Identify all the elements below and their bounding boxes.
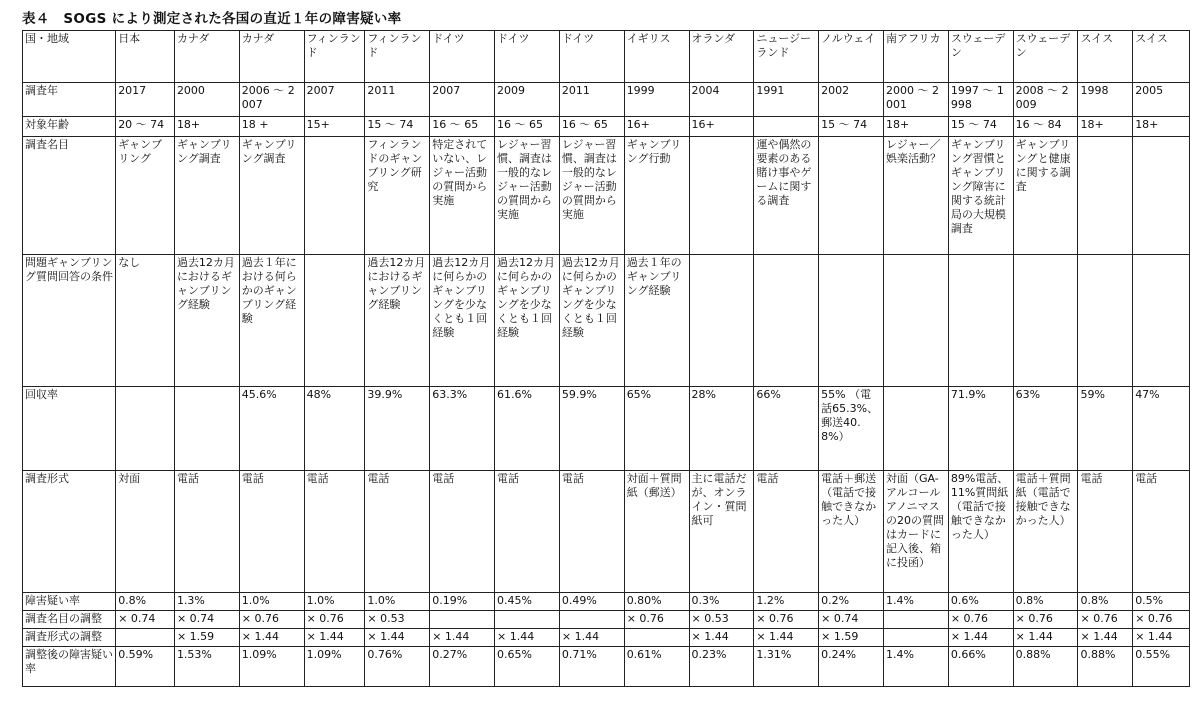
table-cell: 0.8% bbox=[1013, 593, 1078, 611]
table-cell bbox=[884, 387, 949, 471]
table-cell: 1997 ～ 1998 bbox=[948, 83, 1013, 117]
table-cell: 電話 bbox=[174, 471, 239, 593]
table-cell: 1.4% bbox=[884, 593, 949, 611]
table-cell: × 1.59 bbox=[819, 629, 884, 647]
table-cell bbox=[1013, 255, 1078, 387]
table-cell: 15 ～ 74 bbox=[365, 117, 430, 137]
table-cell: 1.0% bbox=[304, 593, 365, 611]
table-cell: レジャー習慣、調査は一般的なレジャー活動の質問から実施 bbox=[495, 137, 560, 255]
row-label: 対象年齢 bbox=[23, 117, 116, 137]
table-cell bbox=[304, 137, 365, 255]
table-cell: 電話 bbox=[430, 471, 495, 593]
table-cell bbox=[884, 255, 949, 387]
table-cell: 89%電話、11%質問紙（電話で接触できなかった人） bbox=[948, 471, 1013, 593]
table-cell: フィンランド bbox=[304, 31, 365, 83]
row-label: 問題ギャンブリング質問回答の条件 bbox=[23, 255, 116, 387]
table-cell: × 0.76 bbox=[1133, 611, 1190, 629]
table-cell: 15 ～ 74 bbox=[948, 117, 1013, 137]
table-cell: ギャンブリング習慣とギャンブリング障害に関する統計局の大規模調査 bbox=[948, 137, 1013, 255]
table-cell: 0.6% bbox=[948, 593, 1013, 611]
table-cell: 特定されていない、レジャー活動の質問から実施 bbox=[430, 137, 495, 255]
table-cell bbox=[1133, 137, 1190, 255]
table-cell: 0.8% bbox=[116, 593, 175, 611]
table-cell: オランダ bbox=[689, 31, 754, 83]
table-cell: 0.71% bbox=[559, 647, 624, 687]
table-cell: 過去１年における何らかのギャンブリング経験 bbox=[239, 255, 304, 387]
table-cell bbox=[559, 611, 624, 629]
row-question-condition bbox=[23, 255, 1190, 387]
table-cell: 16 ～ 65 bbox=[495, 117, 560, 137]
table-cell: スウェーデン bbox=[948, 31, 1013, 83]
table-cell: 16+ bbox=[624, 117, 689, 137]
row-survey-purpose bbox=[23, 137, 1190, 255]
table-cell: 2000 bbox=[174, 83, 239, 117]
table-cell: 61.6% bbox=[495, 387, 560, 471]
table-cell: フィンランド bbox=[365, 31, 430, 83]
table-cell: 48% bbox=[304, 387, 365, 471]
table-cell: 16 ～ 65 bbox=[430, 117, 495, 137]
table-cell: × 1.44 bbox=[430, 629, 495, 647]
table-cell: 0.5% bbox=[1133, 593, 1190, 611]
table-cell: 16 ～ 84 bbox=[1013, 117, 1078, 137]
table-cell: カナダ bbox=[239, 31, 304, 83]
table-cell: 電話 bbox=[1133, 471, 1190, 593]
table-cell: × 0.74 bbox=[819, 611, 884, 629]
table-cell: × 1.44 bbox=[689, 629, 754, 647]
table-cell: 2005 bbox=[1133, 83, 1190, 117]
table-cell: 18 + bbox=[239, 117, 304, 137]
table-cell: 18+ bbox=[884, 117, 949, 137]
table-cell: 0.66% bbox=[948, 647, 1013, 687]
table-cell: 電話 bbox=[559, 471, 624, 593]
table-cell: 0.3% bbox=[689, 593, 754, 611]
table-cell: 63.3% bbox=[430, 387, 495, 471]
table-cell: 1.3% bbox=[174, 593, 239, 611]
table-cell: 71.9% bbox=[948, 387, 1013, 471]
table-cell: フィンランドのギャンブリング研究 bbox=[365, 137, 430, 255]
table-cell: レジャー習慣、調査は一般的なレジャー活動の質問から実施 bbox=[559, 137, 624, 255]
table-cell: ギャンブリング調査 bbox=[239, 137, 304, 255]
table-cell: 0.24% bbox=[819, 647, 884, 687]
table-cell: ギャンブリング行動 bbox=[624, 137, 689, 255]
table-cell: なし bbox=[116, 255, 175, 387]
table-cell: × 1.44 bbox=[754, 629, 819, 647]
table-cell: × 0.53 bbox=[365, 611, 430, 629]
table-cell: 15 ～ 74 bbox=[819, 117, 884, 137]
table-cell: 0.61% bbox=[624, 647, 689, 687]
table-cell: 0.27% bbox=[430, 647, 495, 687]
row-label: 調査名目の調整 bbox=[23, 611, 116, 629]
table-cell: 電話 bbox=[365, 471, 430, 593]
table-cell: 1.0% bbox=[365, 593, 430, 611]
table-cell: × 0.53 bbox=[689, 611, 754, 629]
table-cell: × 1.44 bbox=[1013, 629, 1078, 647]
table-cell: 18+ bbox=[1133, 117, 1190, 137]
table-cell: 過去１年のギャンブリング経験 bbox=[624, 255, 689, 387]
table-cell: 0.19% bbox=[430, 593, 495, 611]
table-cell: 対面＋質問紙（郵送） bbox=[624, 471, 689, 593]
table-cell: × 0.76 bbox=[1078, 611, 1133, 629]
table-cell: 0.49% bbox=[559, 593, 624, 611]
table-cell: スウェーデン bbox=[1013, 31, 1078, 83]
table-cell: × 1.44 bbox=[1078, 629, 1133, 647]
table-cell bbox=[689, 137, 754, 255]
row-prevalence-rate bbox=[23, 593, 1190, 611]
table-cell: 1.09% bbox=[304, 647, 365, 687]
table-cell: 対面（GA-アルコールアノニマスの20の質問はカードに記入後、箱に投函） bbox=[884, 471, 949, 593]
table-cell: 15+ bbox=[304, 117, 365, 137]
row-label: 障害疑い率 bbox=[23, 593, 116, 611]
table-cell: カナダ bbox=[174, 31, 239, 83]
table-cell: 65% bbox=[624, 387, 689, 471]
table-cell: × 1.44 bbox=[559, 629, 624, 647]
table-cell: 過去12カ月に何らかのギャンブリングを少なくとも１回経験 bbox=[559, 255, 624, 387]
table-cell: 59.9% bbox=[559, 387, 624, 471]
table-cell: 電話＋郵送（電話で接触できなかった人） bbox=[819, 471, 884, 593]
table-cell: 電話 bbox=[754, 471, 819, 593]
table-cell bbox=[948, 255, 1013, 387]
table-cell: 電話 bbox=[495, 471, 560, 593]
table-cell: × 0.76 bbox=[239, 611, 304, 629]
row-adjusted-prevalence-rate bbox=[23, 647, 1190, 687]
table-cell: 2008 ～ 2009 bbox=[1013, 83, 1078, 117]
table-cell: ギャンブリング bbox=[116, 137, 175, 255]
table-cell bbox=[624, 629, 689, 647]
table-cell: ニュージーランド bbox=[754, 31, 819, 83]
table-cell bbox=[884, 629, 949, 647]
table-cell: 47% bbox=[1133, 387, 1190, 471]
table-cell: × 0.76 bbox=[304, 611, 365, 629]
table-cell: 2009 bbox=[495, 83, 560, 117]
table-cell: 電話 bbox=[304, 471, 365, 593]
table-cell: 運や偶然の要素のある賭け事やゲームに関する調査 bbox=[754, 137, 819, 255]
table-cell: 55% （電話65.3%、郵送40.8%） bbox=[819, 387, 884, 471]
table-cell: 0.65% bbox=[495, 647, 560, 687]
table-cell: 南アフリカ bbox=[884, 31, 949, 83]
table-cell: 2017 bbox=[116, 83, 175, 117]
table-cell bbox=[116, 629, 175, 647]
row-label: 調整後の障害疑い率 bbox=[23, 647, 116, 687]
table-cell: 過去12カ月に何らかのギャンブリングを少なくとも１回経験 bbox=[495, 255, 560, 387]
table-cell: 2011 bbox=[559, 83, 624, 117]
row-survey-year bbox=[23, 83, 1190, 117]
table-cell bbox=[754, 255, 819, 387]
table-cell bbox=[1078, 137, 1133, 255]
table-cell: 0.59% bbox=[116, 647, 175, 687]
table-cell: × 0.76 bbox=[1013, 611, 1078, 629]
table-cell: × 1.44 bbox=[304, 629, 365, 647]
table-cell: 2007 bbox=[304, 83, 365, 117]
table-cell: 0.76% bbox=[365, 647, 430, 687]
table-cell: 16+ bbox=[689, 117, 754, 137]
table-cell: ドイツ bbox=[430, 31, 495, 83]
table-cell: 日本 bbox=[116, 31, 175, 83]
table-cell: 過去12カ月に何らかのギャンブリングを少なくとも１回経験 bbox=[430, 255, 495, 387]
table-title: 表４ SOGS により測定された各国の直近１年の障害疑い率 bbox=[22, 11, 402, 27]
table-cell: 過去12カ月におけるギャンブリング経験 bbox=[365, 255, 430, 387]
row-country bbox=[23, 31, 1190, 83]
table-cell bbox=[1078, 255, 1133, 387]
row-label: 調査名目 bbox=[23, 137, 116, 255]
table-cell: 2007 bbox=[430, 83, 495, 117]
table-cell: 0.8% bbox=[1078, 593, 1133, 611]
table-cell: 主に電話だが、オンライン・質問紙可 bbox=[689, 471, 754, 593]
prevalence-table bbox=[22, 30, 1190, 687]
table-cell: 1.2% bbox=[754, 593, 819, 611]
table-cell: 1.09% bbox=[239, 647, 304, 687]
table-cell: 0.2% bbox=[819, 593, 884, 611]
table-cell: × 1.59 bbox=[174, 629, 239, 647]
table-cell bbox=[495, 611, 560, 629]
table-cell: 0.88% bbox=[1078, 647, 1133, 687]
table-cell: 18+ bbox=[174, 117, 239, 137]
table-cell: 1.0% bbox=[239, 593, 304, 611]
table-cell: × 0.74 bbox=[174, 611, 239, 629]
table-cell: 16 ～ 65 bbox=[559, 117, 624, 137]
table-cell bbox=[430, 611, 495, 629]
table-cell: 1.4% bbox=[884, 647, 949, 687]
table-cell: イギリス bbox=[624, 31, 689, 83]
table-cell: 66% bbox=[754, 387, 819, 471]
table-cell bbox=[304, 255, 365, 387]
table-cell: 45.6% bbox=[239, 387, 304, 471]
table-cell: × 1.44 bbox=[365, 629, 430, 647]
table-cell: 2000 ～ 2001 bbox=[884, 83, 949, 117]
table-cell bbox=[689, 255, 754, 387]
table-cell: 20 ～ 74 bbox=[116, 117, 175, 137]
table-cell: × 0.74 bbox=[116, 611, 175, 629]
table-cell: 63% bbox=[1013, 387, 1078, 471]
table-cell bbox=[1133, 255, 1190, 387]
table-cell: × 1.44 bbox=[948, 629, 1013, 647]
table-cell bbox=[116, 387, 175, 471]
table-cell: 対面 bbox=[116, 471, 175, 593]
table-cell: 1.31% bbox=[754, 647, 819, 687]
table-cell: 0.23% bbox=[689, 647, 754, 687]
table-cell bbox=[754, 117, 819, 137]
table-cell: 28% bbox=[689, 387, 754, 471]
row-label: 国・地域 bbox=[23, 31, 116, 83]
table-cell: 過去12カ月におけるギャンブリング経験 bbox=[174, 255, 239, 387]
row-purpose-adjustment bbox=[23, 611, 1190, 629]
table-cell: 1991 bbox=[754, 83, 819, 117]
table-cell: 1999 bbox=[624, 83, 689, 117]
table-cell: 1.53% bbox=[174, 647, 239, 687]
row-format-adjustment bbox=[23, 629, 1190, 647]
row-response-rate bbox=[23, 387, 1190, 471]
table-cell: ギャンブリングと健康に関する調査 bbox=[1013, 137, 1078, 255]
row-target-age bbox=[23, 117, 1190, 137]
table-cell: 59% bbox=[1078, 387, 1133, 471]
table-cell: × 1.44 bbox=[495, 629, 560, 647]
table-cell: スイス bbox=[1133, 31, 1190, 83]
table-cell: × 0.76 bbox=[948, 611, 1013, 629]
table-cell bbox=[819, 137, 884, 255]
row-label: 調査形式の調整 bbox=[23, 629, 116, 647]
table-cell: 1998 bbox=[1078, 83, 1133, 117]
table-cell: レジャー／娯楽活動？ bbox=[884, 137, 949, 255]
row-label: 調査形式 bbox=[23, 471, 116, 593]
table-cell: ギャンブリング調査 bbox=[174, 137, 239, 255]
table-cell bbox=[819, 255, 884, 387]
table-cell: 0.45% bbox=[495, 593, 560, 611]
table-cell: 2002 bbox=[819, 83, 884, 117]
table-cell: × 0.76 bbox=[624, 611, 689, 629]
row-survey-format bbox=[23, 471, 1190, 593]
table-cell: スイス bbox=[1078, 31, 1133, 83]
row-label: 回収率 bbox=[23, 387, 116, 471]
table-cell: 39.9% bbox=[365, 387, 430, 471]
table-cell: 電話＋質問紙（電話で接触できなかった人） bbox=[1013, 471, 1078, 593]
table-cell: 2011 bbox=[365, 83, 430, 117]
table-cell: × 0.76 bbox=[754, 611, 819, 629]
table-cell: 2006 ～ 2007 bbox=[239, 83, 304, 117]
table-cell bbox=[174, 387, 239, 471]
table-cell: 電話 bbox=[1078, 471, 1133, 593]
table-cell: 電話 bbox=[239, 471, 304, 593]
table-cell bbox=[884, 611, 949, 629]
table-cell: 0.88% bbox=[1013, 647, 1078, 687]
table-cell: ドイツ bbox=[495, 31, 560, 83]
table-cell: × 1.44 bbox=[239, 629, 304, 647]
document-page bbox=[22, 8, 1190, 687]
table-cell: ドイツ bbox=[559, 31, 624, 83]
table-cell: 0.55% bbox=[1133, 647, 1190, 687]
table-cell: × 1.44 bbox=[1133, 629, 1190, 647]
table-cell: ノルウェイ bbox=[819, 31, 884, 83]
table-cell: 2004 bbox=[689, 83, 754, 117]
row-label: 調査年 bbox=[23, 83, 116, 117]
table-cell: 0.80% bbox=[624, 593, 689, 611]
table-cell: 18+ bbox=[1078, 117, 1133, 137]
